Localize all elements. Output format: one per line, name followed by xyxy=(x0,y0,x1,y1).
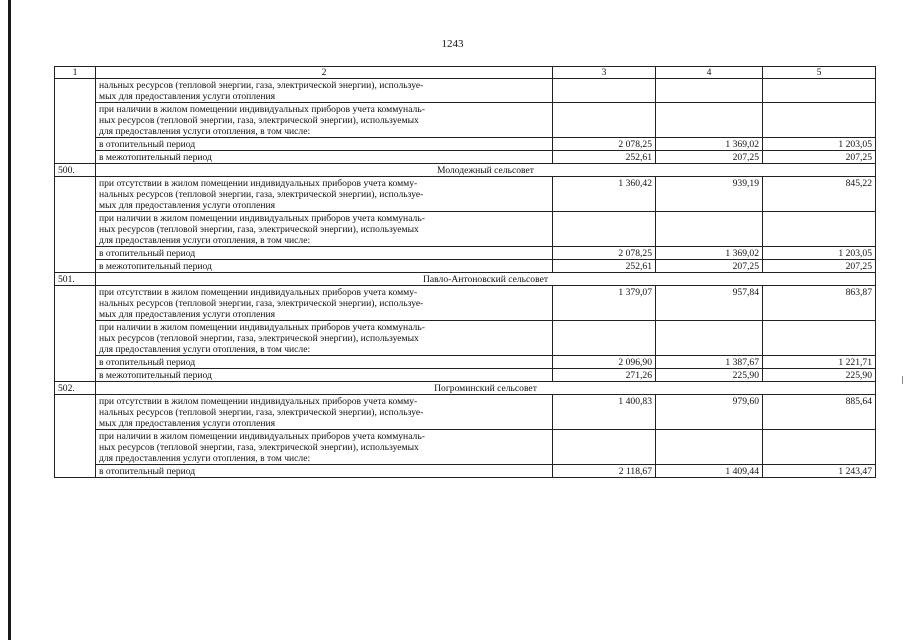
section-header-row xyxy=(55,273,876,286)
section-title: Молодежный сельсовет xyxy=(96,164,876,177)
value-col-3 xyxy=(553,212,656,247)
table-row xyxy=(55,430,876,465)
table-row xyxy=(55,395,876,430)
value-col-5: 1 243,47 xyxy=(763,465,876,478)
value-col-5 xyxy=(763,430,876,465)
value-col-3: 2 096,90 xyxy=(553,356,656,369)
section-number: 502. xyxy=(55,382,96,395)
row-label-text: при наличии в жилом помещении индивидуальных приборов учета коммуналь- ных ресурсов (тепловой энергии, газа, электрической энергии), используемых для предоставления услуги отопления, в том числе: xyxy=(99,104,425,137)
row-number-cell xyxy=(55,79,96,164)
value-col-3: 1 360,42 xyxy=(553,177,656,212)
row-label-text: в отопительный период xyxy=(99,139,196,150)
row-label xyxy=(96,138,553,151)
value-col-4: 1 369,02 xyxy=(656,138,763,151)
table-row xyxy=(55,260,876,273)
value-col-3: 2 118,67 xyxy=(553,465,656,478)
row-number-cell xyxy=(55,395,96,478)
value-col-5 xyxy=(763,79,876,103)
value-col-3 xyxy=(553,79,656,103)
value-col-3: 271,26 xyxy=(553,369,656,382)
section-number: 500. xyxy=(55,164,96,177)
row-label xyxy=(96,260,553,273)
value-col-5: 1 203,05 xyxy=(763,138,876,151)
value-col-4: 207,25 xyxy=(656,260,763,273)
value-col-5: 207,25 xyxy=(763,260,876,273)
value-col-5: 1 203,05 xyxy=(763,247,876,260)
page-edge-bar xyxy=(8,0,11,640)
table-row xyxy=(55,286,876,321)
value-col-4: 1 387,67 xyxy=(656,356,763,369)
row-label xyxy=(96,212,553,247)
row-label xyxy=(96,395,553,430)
value-col-5 xyxy=(763,212,876,247)
header-col-5: 5 xyxy=(763,67,876,79)
scan-mark xyxy=(902,376,903,384)
section-header-row xyxy=(55,382,876,395)
row-label-text: при наличии в жилом помещении индивидуальных приборов учета коммуналь- ных ресурсов (тепловой энергии, газа, электрической энергии), используемых для предоставления услуги отопления, в том числе: xyxy=(99,213,425,246)
row-label-text: в межотопительный период xyxy=(99,152,212,163)
row-label-text: при отсутствии в жилом помещении индивидуальных приборов учета комму- нальных ресурсов (тепловой энергии, газа, электрической энергии), используе- мых для предоставления услуги отопления xyxy=(99,178,424,211)
value-col-5: 863,87 xyxy=(763,286,876,321)
value-col-5 xyxy=(763,103,876,138)
row-label-text: в отопительный период xyxy=(99,357,196,368)
table-row xyxy=(55,465,876,478)
row-label-text: в отопительный период xyxy=(99,466,196,477)
value-col-3: 1 400,83 xyxy=(553,395,656,430)
row-label xyxy=(96,369,553,382)
section-number: 501. xyxy=(55,273,96,286)
row-label xyxy=(96,79,553,103)
value-col-4 xyxy=(656,79,763,103)
section-header-row xyxy=(55,164,876,177)
value-col-3: 2 078,25 xyxy=(553,247,656,260)
value-col-5: 207,25 xyxy=(763,151,876,164)
value-col-3: 252,61 xyxy=(553,260,656,273)
value-col-5: 885,64 xyxy=(763,395,876,430)
value-col-5: 845,22 xyxy=(763,177,876,212)
header-col-2: 2 xyxy=(96,67,553,79)
value-col-3 xyxy=(553,430,656,465)
value-col-3: 2 078,25 xyxy=(553,138,656,151)
value-col-5: 1 221,71 xyxy=(763,356,876,369)
value-col-4 xyxy=(656,212,763,247)
page-number: 1243 xyxy=(441,38,464,50)
row-label-text: при наличии в жилом помещении индивидуальных приборов учета коммуналь- ных ресурсов (тепловой энергии, газа, электрической энергии), используемых для предоставления услуги отопления, в том числе: xyxy=(99,322,425,355)
tariff-table-body xyxy=(55,67,876,478)
header-col-4: 4 xyxy=(656,67,763,79)
value-col-4: 225,90 xyxy=(656,369,763,382)
row-label-text: при отсутствии в жилом помещении индивидуальных приборов учета комму- нальных ресурсов (тепловой энергии, газа, электрической энергии), используе- мых для предоставления услуги отопления xyxy=(99,287,424,320)
table-row xyxy=(55,356,876,369)
table-row xyxy=(55,177,876,212)
value-col-4 xyxy=(656,321,763,356)
value-col-4: 939,19 xyxy=(656,177,763,212)
value-col-4: 979,60 xyxy=(656,395,763,430)
value-col-4: 1 369,02 xyxy=(656,247,763,260)
row-label-text: в отопительный период xyxy=(99,248,196,259)
value-col-4: 957,84 xyxy=(656,286,763,321)
row-number-cell xyxy=(55,177,96,273)
header-col-1: 1 xyxy=(55,67,96,79)
table-row xyxy=(55,212,876,247)
row-label xyxy=(96,103,553,138)
row-label-text: при наличии в жилом помещении индивидуальных приборов учета коммуналь- ных ресурсов (тепловой энергии, газа, электрической энергии), используемых для предоставления услуги отопления, в том числе: xyxy=(99,431,425,464)
value-col-3 xyxy=(553,321,656,356)
row-label-text: при отсутствии в жилом помещении индивидуальных приборов учета комму- нальных ресурсов (тепловой энергии, газа, электрической энергии), используе- мых для предоставления услуги отопления xyxy=(99,396,424,429)
section-title: Погроминский сельсовет xyxy=(96,382,876,395)
value-col-5 xyxy=(763,321,876,356)
table-row xyxy=(55,151,876,164)
row-number-cell xyxy=(55,286,96,382)
table-row xyxy=(55,79,876,103)
value-col-5: 225,90 xyxy=(763,369,876,382)
row-label xyxy=(96,151,553,164)
value-col-3: 1 379,07 xyxy=(553,286,656,321)
tariff-table xyxy=(54,66,876,478)
value-col-3 xyxy=(553,103,656,138)
table-row xyxy=(55,321,876,356)
value-col-4 xyxy=(656,103,763,138)
row-label xyxy=(96,247,553,260)
row-label xyxy=(96,356,553,369)
row-label-text: в межотопительный период xyxy=(99,261,212,272)
row-label xyxy=(96,430,553,465)
row-label xyxy=(96,321,553,356)
table-row xyxy=(55,247,876,260)
section-title: Павло-Антоновский сельсовет xyxy=(96,273,876,286)
row-label-text: нальных ресурсов (тепловой энергии, газа, электрической энергии), используе- мых для предоставления услуги отопления xyxy=(99,80,424,102)
header-col-3: 3 xyxy=(553,67,656,79)
value-col-3: 252,61 xyxy=(553,151,656,164)
table-row xyxy=(55,138,876,151)
row-label-text: в межотопительный период xyxy=(99,370,212,381)
table-header-row xyxy=(55,67,876,79)
value-col-4: 207,25 xyxy=(656,151,763,164)
row-label xyxy=(96,177,553,212)
row-label xyxy=(96,465,553,478)
table-row xyxy=(55,103,876,138)
table-row xyxy=(55,369,876,382)
row-label xyxy=(96,286,553,321)
value-col-4 xyxy=(656,430,763,465)
value-col-4: 1 409,44 xyxy=(656,465,763,478)
